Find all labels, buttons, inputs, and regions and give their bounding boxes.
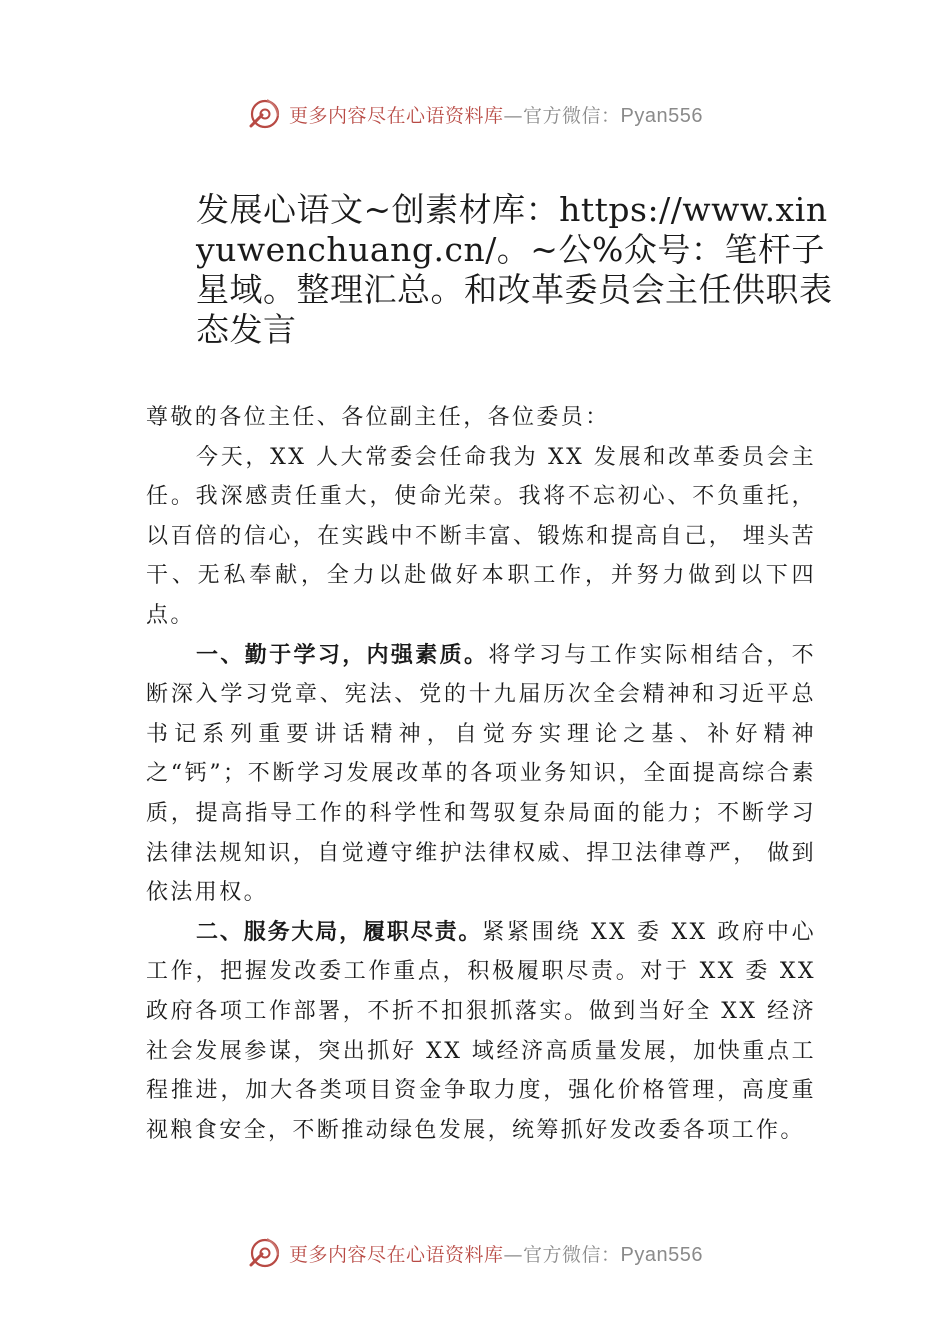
document-title: 发展心语文~创素材库：https://www.xinyuwenchuang.cn/。~公%众号：笔杆子星域。整理汇总。和改革委员会主任供职表态发言: [196, 190, 833, 349]
banner-library-text: 更多内容尽在心语资料库: [289, 104, 504, 127]
salutation: 尊敬的各位主任、各位副主任，各位委员：: [146, 405, 610, 430]
banner-wechat-label: 官方微信：: [523, 104, 621, 127]
banner-dash: —: [503, 1243, 524, 1266]
document-body: [146, 398, 816, 1150]
banner-wechat-label: 官方微信：: [523, 1243, 621, 1266]
banner-dash: —: [503, 104, 524, 127]
point-two-text: 紧紧围绕 XX 委 XX 政府中心工作，把握发改委工作重点，积极履职尽责。对于 XX 委 XX 政府各项工作部署，不折不扣狠抓落实。做到当好全 XX 经济社会发展参谋，突出抓好 XX 域经济高质量发展，加快重点工程推进，加大各类项目资金争取力度，强化价格管理，高度重视粮食安全，不断推动绿色发展，统筹抓好发改委各项工作。: [146, 919, 816, 1143]
footer-banner: [0, 1233, 950, 1273]
point-one-text: 将学习与工作实际相结合，不断深入学习党章、宪法、党的十九届历次全会精神和习近平总书记系列重要讲话精神，自觉夯实理论之基、补好精神之“钙”；不断学习发展改革的各项业务知识，全面提高综合素质，提高指导工作的科学性和驾驭复杂局面的能力；不断学习法律法规知识，自觉遵守维护法律权威、捍卫法律尊严， 做到依法用权。: [146, 642, 816, 906]
intro-paragraph: 今天，XX 人大常委会任命我为 XX 发展和改革委员会主任。我深感责任重大，使命光荣。我将不忘初心、不负重托，以百倍的信心，在实践中不断丰富、锻炼和提高自己， 埋头苦干、无私奉献，全力以赴做好本职工作，并努力做到以下四点。: [146, 444, 816, 628]
pen-nib-icon: [247, 1235, 283, 1271]
point-two-paragraph: [146, 913, 816, 1151]
pen-nib-icon: [247, 96, 283, 132]
point-two-heading: 二、服务大局，履职尽责。: [196, 919, 483, 945]
banner-wechat-id: Pyan556: [620, 104, 703, 127]
banner-library-text: 更多内容尽在心语资料库: [289, 1243, 504, 1266]
header-banner: [0, 94, 950, 134]
banner-wechat-id: Pyan556: [620, 1243, 703, 1266]
point-one-paragraph: [146, 636, 816, 913]
point-one-heading: 一、勤于学习，内强素质。: [196, 642, 489, 668]
